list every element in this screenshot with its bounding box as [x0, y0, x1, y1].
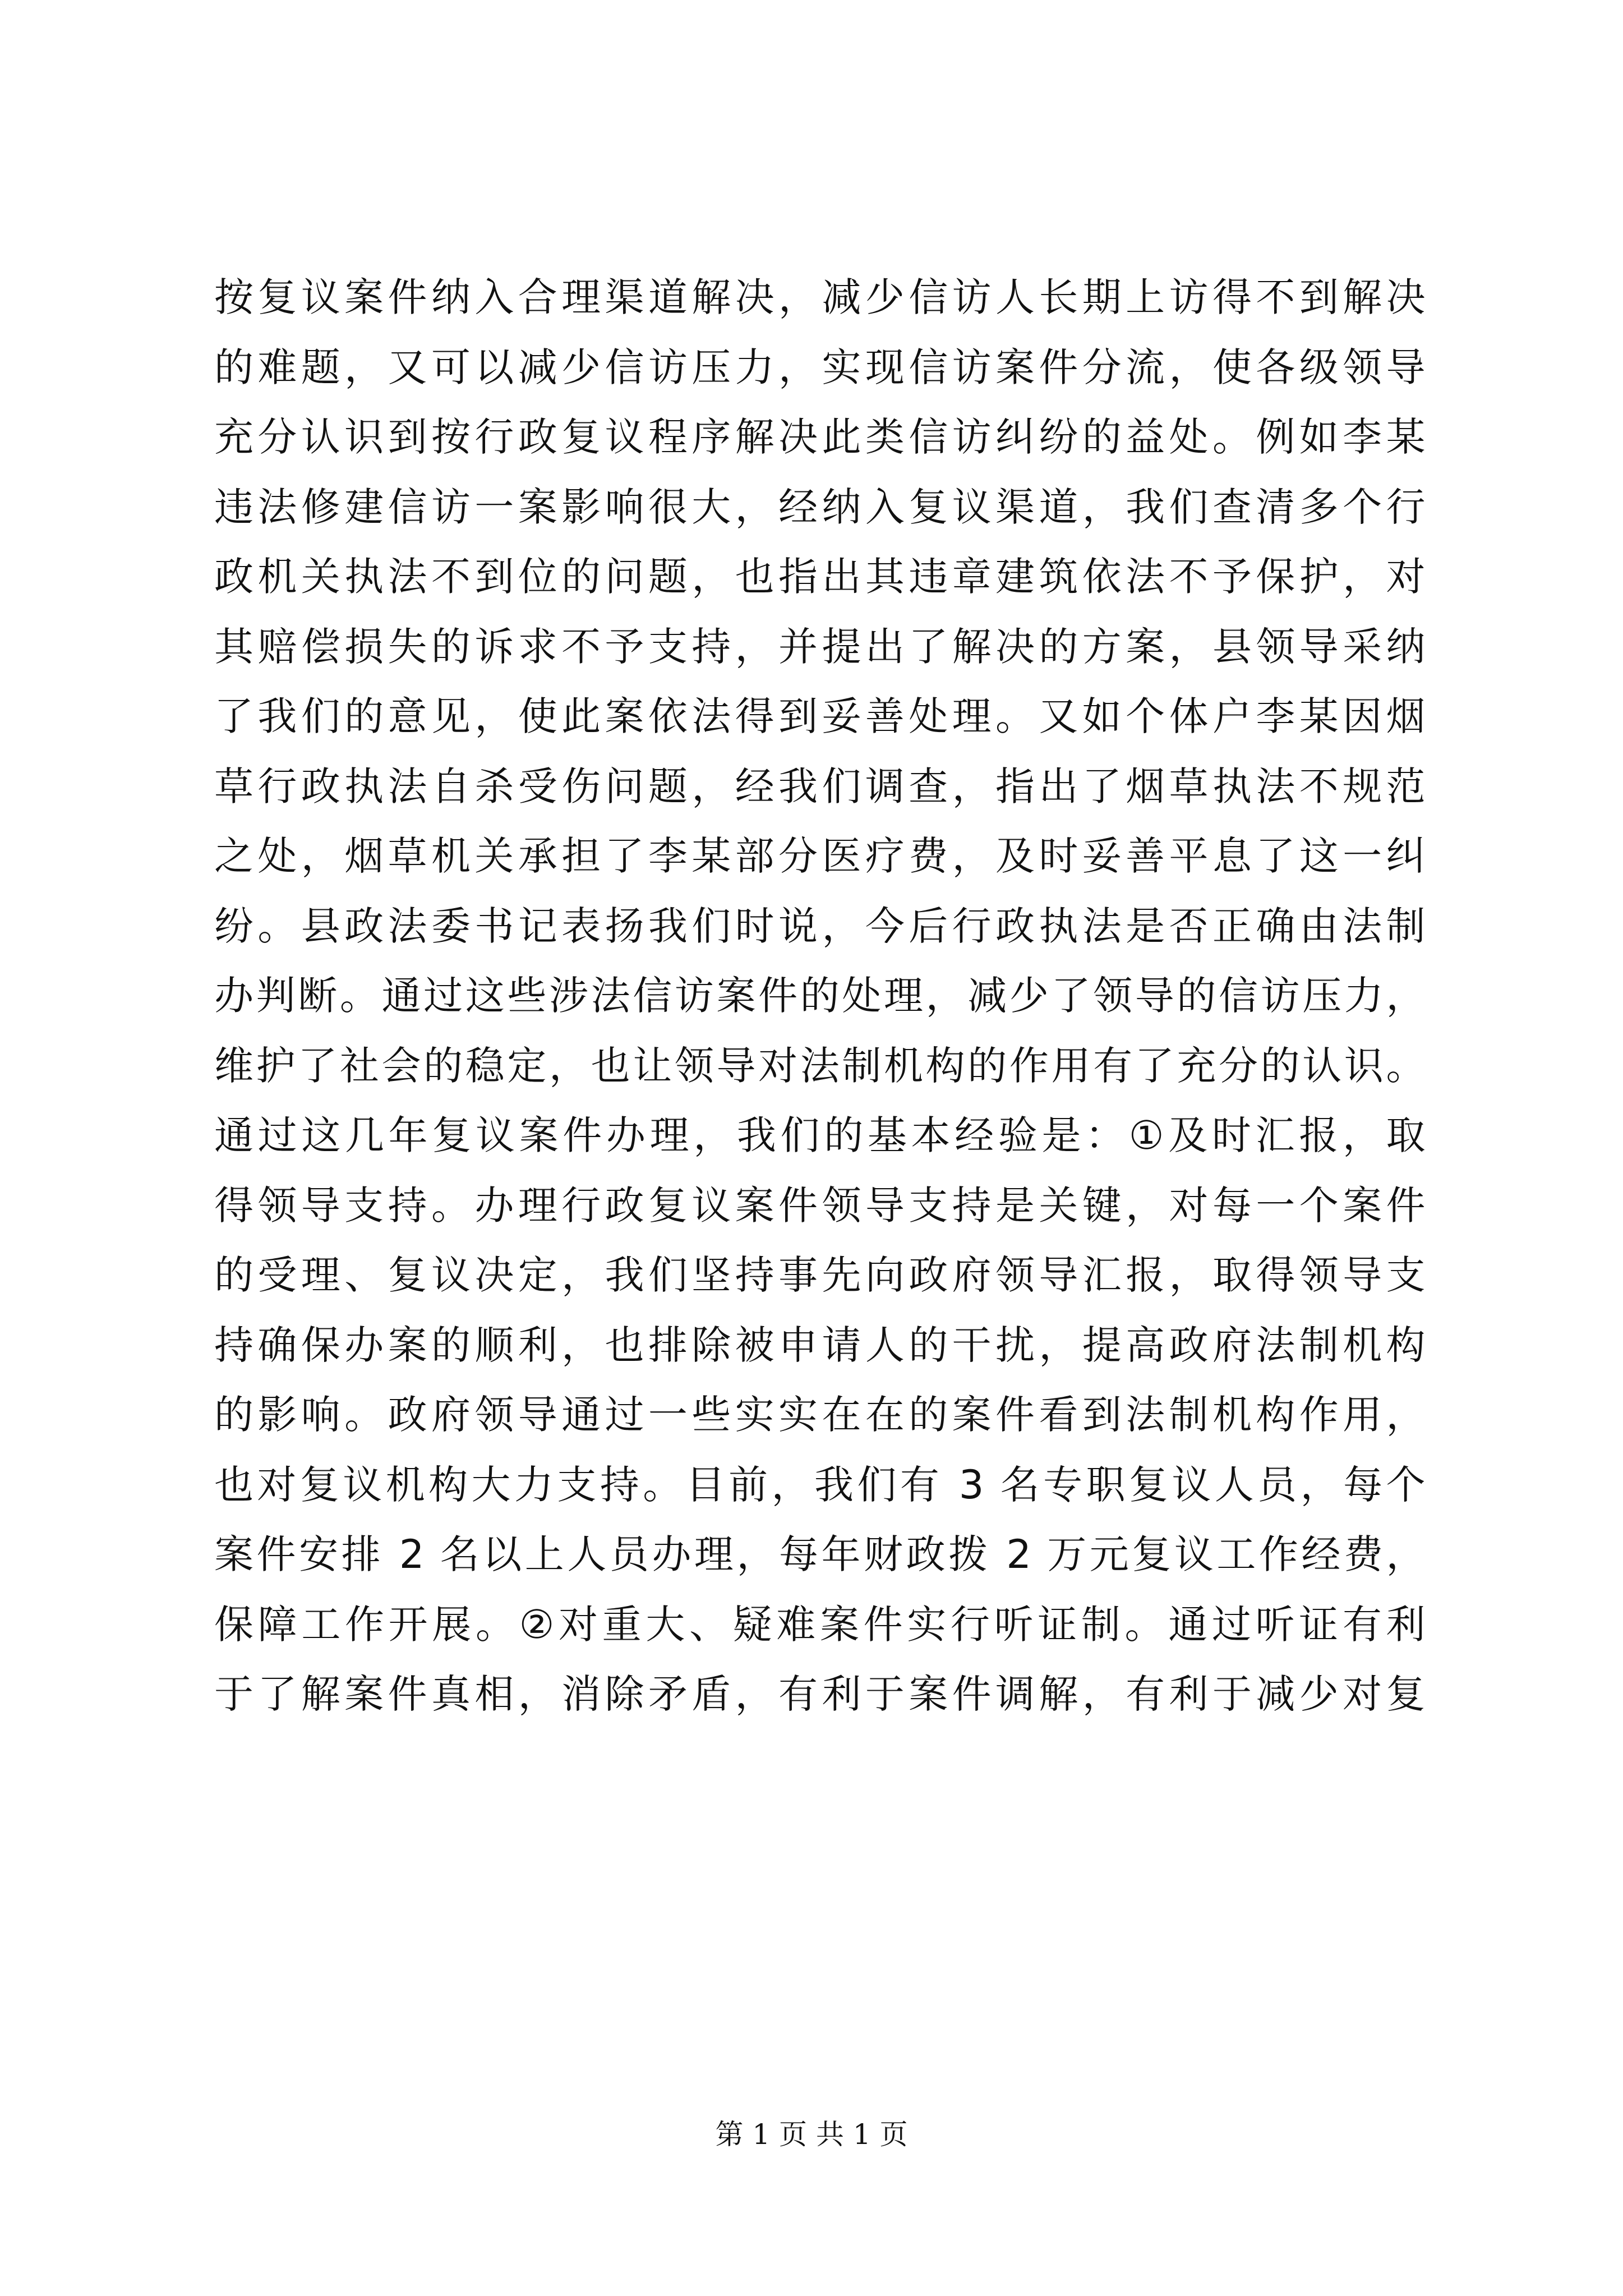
text-line: 其赔偿损失的诉求不予支持，并提出了解决的方案，县领导采纳	[214, 623, 1426, 670]
text-line: 维护了社会的稳定，也让领导对法制机构的作用有了充分的认识。	[214, 1042, 1426, 1089]
text-line: 的影响。政府领导通过一些实实在在的案件看到法制机构作用，	[214, 1392, 1426, 1438]
text-line: 也对复议机构大力支持。目前，我们有 3 名专职复议人员，每个	[214, 1461, 1426, 1508]
text-line: 办判断。通过这些涉法信访案件的处理，减少了领导的信访压力，	[214, 973, 1426, 1019]
text-line: 按复议案件纳入合理渠道解决，减少信访人长期上访得不到解决	[214, 274, 1426, 320]
text-line: 的受理、复议决定，我们坚持事先向政府领导汇报，取得领导支	[214, 1252, 1426, 1298]
document-body	[214, 263, 1426, 1729]
text-line: 通过这几年复议案件办理，我们的基本经验是：①及时汇报，取	[214, 1112, 1426, 1158]
page-footer	[0, 2118, 1623, 2151]
text-line: 违法修建信访一案影响很大，经纳入复议渠道，我们查清多个行	[214, 484, 1426, 530]
text-line: 充分认识到按行政复议程序解决此类信访纠纷的益处。例如李某	[214, 414, 1426, 460]
text-line: 之处，烟草机关承担了李某部分医疗费，及时妥善平息了这一纠	[214, 833, 1426, 879]
text-line: 纷。县政法委书记表扬我们时说，今后行政执法是否正确由法制	[214, 903, 1426, 949]
text-line: 草行政执法自杀受伤问题，经我们调查，指出了烟草执法不规范	[214, 763, 1426, 809]
text-line: 案件安排 2 名以上人员办理，每年财政拨 2 万元复议工作经费，	[214, 1531, 1426, 1577]
text-line: 持确保办案的顺利，也排除被申请人的干扰，提高政府法制机构	[214, 1322, 1426, 1368]
text-line: 的难题，又可以减少信访压力，实现信访案件分流，使各级领导	[214, 344, 1426, 390]
text-line: 于了解案件真相，消除矛盾，有利于案件调解，有利于减少对复	[214, 1671, 1426, 1717]
text-line: 保障工作开展。②对重大、疑难案件实行听证制。通过听证有利	[214, 1601, 1426, 1648]
text-line: 得领导支持。办理行政复议案件领导支持是关键，对每一个案件	[214, 1182, 1426, 1228]
text-line: 政机关执法不到位的问题，也指出其违章建筑依法不予保护，对	[214, 554, 1426, 600]
text-line: 了我们的意见，使此案依法得到妥善处理。又如个体户李某因烟	[214, 693, 1426, 739]
page-number-label: 第 1 页 共 1 页	[715, 2118, 908, 2151]
